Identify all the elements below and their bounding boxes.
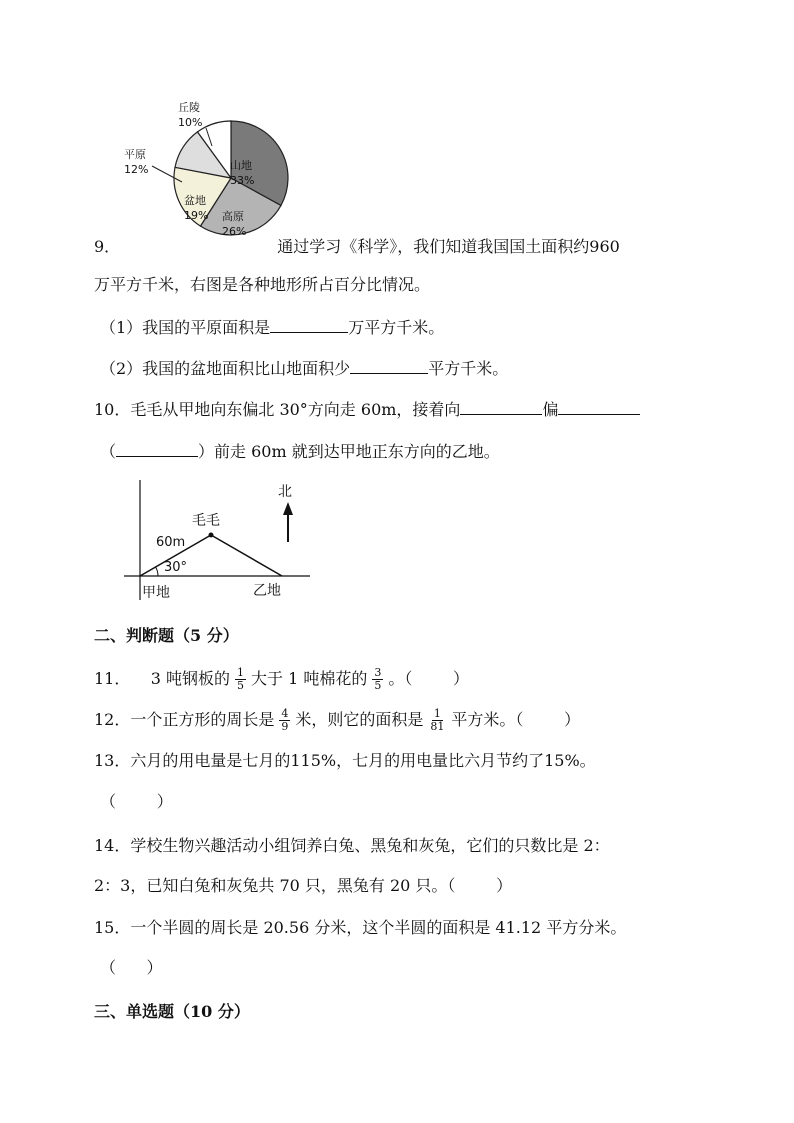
q9-sub1-suffix: 万平方千米。 bbox=[348, 318, 445, 337]
pie-pct-shandi: 33% bbox=[230, 174, 255, 187]
q9-sub2-prefix: （2）我国的盆地面积比山地面积少 bbox=[100, 359, 351, 378]
maomao-point bbox=[209, 533, 214, 538]
north-label: 北 bbox=[278, 484, 292, 500]
q14-line1: 14．学校生物兴趣活动小组饲养白兔、黑兔和灰兔，它们的只数比是 2： bbox=[94, 836, 610, 855]
section3-heading: 三、单选题（10 分） bbox=[94, 1002, 250, 1021]
q11-fraction-2: $\frac{3}{5}$ bbox=[374, 666, 382, 692]
q9-line1 bbox=[94, 237, 620, 257]
q9-sub2-suffix: 平方千米。 bbox=[428, 359, 509, 378]
q15-answer-parens[interactable]: （ ） bbox=[100, 958, 163, 977]
pie-label-pendi: 盆地 bbox=[184, 194, 206, 207]
pie-label-shandi: 山地 bbox=[230, 159, 252, 172]
q9-sub1 bbox=[100, 316, 444, 338]
q12 bbox=[94, 708, 580, 733]
jia-label: 甲地 bbox=[142, 585, 170, 601]
q10-blank3[interactable] bbox=[116, 440, 198, 457]
q10-line2-suffix: ）前走 60m 就到达甲地正东方向的乙地。 bbox=[198, 442, 500, 461]
q9-number: 9． bbox=[94, 237, 121, 256]
distance-label: 60m bbox=[156, 535, 186, 550]
path-to-yi bbox=[211, 535, 282, 576]
q14-line2: 2：3，已知白兔和灰兔共 70 只，黑兔有 20 只。（ ） bbox=[94, 876, 513, 895]
q11-part-b: 大于 1 吨棉花的 bbox=[250, 669, 368, 688]
q10-line1 bbox=[94, 398, 640, 420]
angle-arc bbox=[156, 567, 158, 576]
pie-pct-pendi: 19% bbox=[184, 209, 209, 222]
q10-line1-prefix: 10．毛毛从甲地向东偏北 30°方向走 60m，接着向 bbox=[94, 400, 461, 419]
q12-part-c: 平方米。（ ） bbox=[451, 710, 581, 729]
q12-fraction-2: $\frac{1}{81}$ bbox=[430, 707, 445, 733]
q11-part-c: 。（ ） bbox=[388, 669, 470, 688]
pie-label-pingyuan: 平原 bbox=[124, 148, 146, 161]
q10-line1-mid: 偏 bbox=[542, 400, 559, 419]
q9-text1: 通过学习《科学》，我们知道我国国土面积约960 bbox=[277, 237, 620, 256]
q13-answer-parens[interactable]: （ ） bbox=[100, 792, 173, 811]
terrain-pie-chart bbox=[118, 96, 298, 256]
q10-blank2[interactable] bbox=[558, 398, 640, 415]
q12-fraction-1: $\frac{4}{9}$ bbox=[281, 707, 289, 733]
pie-pct-gaoyuan: 26% bbox=[222, 225, 247, 238]
q9-sub1-blank[interactable] bbox=[270, 316, 348, 333]
section2-heading: 二、判断题（5 分） bbox=[94, 626, 239, 645]
pie-pct-qiuling: 10% bbox=[178, 116, 203, 129]
q11-fraction-1: $\frac{1}{5}$ bbox=[236, 666, 244, 692]
q9-sub2-blank[interactable] bbox=[350, 357, 428, 374]
q10-blank1[interactable] bbox=[460, 398, 542, 415]
pie-label-gaoyuan: 高原 bbox=[222, 210, 244, 223]
maomao-label: 毛毛 bbox=[192, 513, 220, 529]
q13-line1: 13．六月的用电量是七月的115%，七月的用电量比六月节约了15%。 bbox=[94, 751, 596, 770]
q9-sub1-prefix: （1）我国的平原面积是 bbox=[100, 318, 271, 337]
angle-label: 30° bbox=[164, 560, 188, 575]
q15-line1: 15．一个半圆的周长是 20.56 分米，这个半圆的面积是 41.12 平方分米。 bbox=[94, 918, 627, 937]
q11 bbox=[94, 667, 469, 692]
pie-pct-pingyuan: 12% bbox=[124, 163, 149, 176]
yi-label: 乙地 bbox=[253, 583, 281, 599]
north-arrow-icon bbox=[283, 502, 293, 515]
q9-sub2 bbox=[100, 357, 508, 379]
q10-line2 bbox=[100, 440, 500, 462]
q12-part-b: 米，则它的面积是 bbox=[295, 710, 424, 729]
q11-part-a: 11． 3 吨钢板的 bbox=[94, 669, 230, 688]
direction-diagram bbox=[120, 478, 320, 606]
q12-part-a: 12．一个正方形的周长是 bbox=[94, 710, 275, 729]
pie-label-qiuling: 丘陵 bbox=[178, 101, 200, 114]
q9-text2: 万平方千米，右图是各种地形所占百分比情况。 bbox=[94, 275, 431, 294]
q10-line2-prefix: （ bbox=[100, 442, 117, 461]
